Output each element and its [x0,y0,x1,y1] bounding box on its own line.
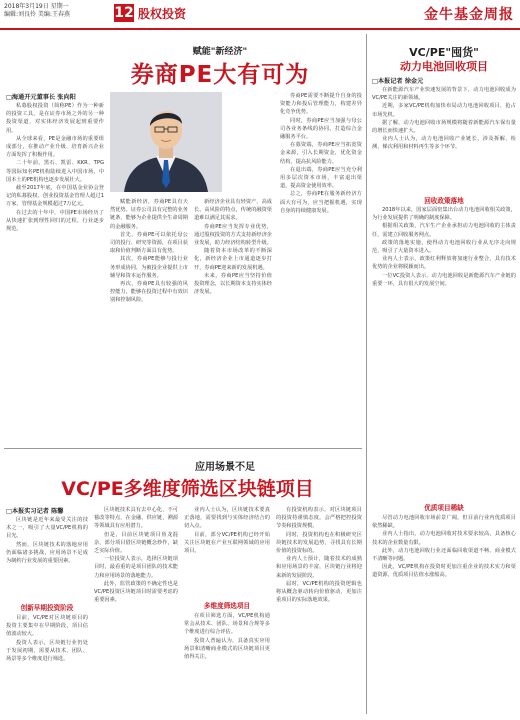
paragraph: 业内人士认为，区块链技术要真正落地，需要找到与实体经济结合的切入点。 [184,507,270,530]
article2-column-3 [184,506,270,596]
article2-subheading-2: 多维度筛选项目 [203,602,251,610]
article2-column-1b [6,614,88,714]
paragraph: 截至2017年底，在中国基金业协会登记的私募股权、创业投资基金管理人超过1万家，管理基金规模超过7万亿元。 [6,185,104,208]
paragraph: 其次，券商PE能够与投行业务形成协同，为被投企业提供上市辅导和资本运作服务。 [110,256,188,279]
paragraph: 在过去的十年中，中国PE市场经历了从快速扩张到理性回归的过程，行业逐步规范。 [6,209,104,233]
article1-byline: □海通开元董事长 张向阳 [6,94,76,101]
paragraph: 投资人普遍认为，具备真实应用场景和清晰商业模式的区块链项目更值得关注。 [184,637,270,661]
paragraph: 在退出端，券商PE应当充分利用多层次资本市场，丰富退出渠道，提高资金使用效率。 [280,166,362,190]
paragraph: 此外，监管政策的不确定性也是VC/PE投资区块链项目时需要考虑的重要因素。 [94,580,178,604]
paragraph: 同时，券商PE应当加强与母公司各业务条线的协同，打造综合金融服务平台。 [280,117,362,141]
header-editors: 编辑:刘良伶 美编:王春燕 [4,11,70,18]
header-meta [4,3,114,19]
paragraph: 二十年前，黑石、凯雷、KKR、TPG等国际知名PE机构陆续进入中国市场，中国本土的PE机构也逐步发展壮大。 [6,160,104,183]
section-divider [4,448,362,449]
paragraph: 券商PE应当发挥专业优势，通过股权投资的方式支持新经济企业发展，助力经济结构转型升级。 [194,223,272,247]
right-article-title-line1: VC/PE"囤货" [409,46,479,59]
paragraph: 区块链技术具有去中心化、不可篡改等特点，在金融、供应链、溯源等领域具有应用潜力。 [94,507,178,530]
portrait-illustration [110,92,222,192]
paragraph: 从全球来看，PE是金融市场的重要组成部分，在推动产业升级、培育新兴企业方面发挥了积极作用。 [6,135,104,159]
paragraph: 业内人士认为，动力电池回收产业链长，涉及拆解、检测、梯次利用和材料再生等多个环节。 [372,136,516,151]
publication-logo: 金牛基金周报 [424,7,514,23]
paragraph: 业内人士指出，动力电池回收对技术要求较高，具备核心技术的企业数量有限。 [372,531,516,546]
paragraph: 随着资本市场改革的不断深化，新经济企业上市通道逐步打开，券商PE迎来新的发展机遇。 [194,248,272,271]
right-article-body-mid [372,206,516,496]
paragraph: 此外，动力电池回收行业还面临回收渠道不畅、商业模式不清晰等问题。 [372,547,516,563]
paragraph: 在项目筛选方面，VC/PE机构通常会从技术、团队、场景和合规等多个维度进行综合评估。 [184,613,270,636]
article1-column-2 [110,198,188,444]
header-date: 2018年3月19日 星期一 [4,3,69,10]
article2-column-2 [94,506,178,714]
paragraph: 总之，券商PE在服务新经济方面大有可为，应当把握机遇，实现自身的持续健康发展。 [280,191,362,214]
page-header [0,0,520,30]
right-article-body-top [372,86,516,192]
paragraph: 未来，券商PE应当坚持价值投资理念，以长期资本支持实体经济发展。 [194,272,272,296]
article2-subheading-1: 创新早期投资阶段 [20,604,74,612]
right-article-title-line2: 动力电池回收项目 [400,60,488,73]
article2-byline: □本报实习记者 陈馨 [6,508,64,515]
right-article-body-bottom [372,514,516,714]
paragraph: 业内人士表示，政策红利释放将加速行业整合，具有技术优势的企业将脱颖而出。 [372,256,516,271]
right-article-subheading-1: 回收政策落地 [424,197,464,205]
paragraph: 一位VC投资人表示，动力电池回收是新能源汽车产业链的重要一环，具有很大的发展空间。 [372,272,516,287]
paragraph: 在募资端，券商PE应当拓宽资金来源，引入长期资金，优化资金结构，提高抗风险能力。 [280,142,362,165]
article1-title: 券商PE大有可为 [130,62,310,88]
article1-kicker: 赋能"新经济" [192,47,248,57]
section-title: 股权投资 [138,7,187,21]
paragraph: 赋能新经济，券商PE具有天然优势。证券公司具有完整的业务链条，能够为企业提供全生命周期的金融服务。 [110,199,188,230]
right-article-byline: □本报记者 徐金元 [372,78,424,85]
article2-title: VC/PE多维度筛选区块链项目 [61,478,314,500]
paragraph: 一位投资人表示，选择区块链项目时，最看重的是项目团队的技术能力和应用场景的落地能力。 [94,556,178,579]
article2-column-4 [276,506,362,714]
article2-kicker: 应用场景不足 [195,462,255,473]
paragraph: 首先，券商PE可以依托母公司的投行、研究等资源，在项目获取和价值判断方面具有优势。 [110,231,188,255]
paragraph: 同时，投资机构也在积极研究区块链技术的发展趋势，寻找具有长期价值的投资标的。 [276,531,362,555]
article1-column-3 [194,198,272,444]
paragraph: 政策的落地实施，使得动力电池回收行业从无序走向规范，吸引了大量资本进入。 [372,239,516,255]
article1-column-4 [280,92,362,444]
page-number: 12 [114,5,134,21]
paragraph: 有投资机构表示，对区块链项目的投资持谨慎态度，会严格把控投资节奏和投资规模。 [276,507,362,530]
author-photo [110,92,222,192]
right-article-subheading-2: 优质项目稀缺 [424,504,464,512]
paragraph: 在新能源汽车产业快速发展的背景下，动力电池回收成为VC/PE关注的新领域。 [372,87,516,102]
paragraph: 再次，券商PE具有较强的风控能力，能够在投资过程中有效识别和控制风险。 [110,281,188,304]
paragraph: 券商PE需要不断提升自身的投资能力和投后管理能力，构建差异化竞争优势。 [280,93,362,116]
paragraph: 但是，目前区块链项目鱼龙混杂，部分项目借区块链概念炒作，缺乏实际价值。 [94,531,178,555]
article1-column-1 [6,102,104,446]
paragraph: 尽管动力电池回收市场前景广阔，但目前行业内优质项目依然稀缺。 [372,515,516,530]
paragraph: 2018年以来，国家层面密集出台动力电池回收相关政策，为行业发展提供了明确的制度保障。 [372,207,516,222]
paragraph: 业内人士预计，随着技术的成熟和应用场景的丰富，区块链行业将迎来新的发展阶段。 [276,556,362,579]
paragraph: 新经济企业具有轻资产、高成长、高风险的特点，传统的融资渠道难以满足其需求。 [194,199,272,222]
article2-column-1 [6,516,88,596]
paragraph: 区块链是近年来最受关注的技术之一，吸引了大量VC/PE机构的目光。 [6,517,88,540]
paragraph: 根据相关政策，汽车生产企业承担动力电池回收的主体责任，需建立回收服务网点。 [372,223,516,238]
paragraph: 届时，VC/PE机构的投资逻辑也将从概念驱动转向价值驱动，更加注重项目的实际落地效果。 [276,580,362,604]
paragraph: 私募股权投资（简称PE）作为一种新的投资工具，是在证券市场之外的另一种投资渠道，对实体经济发展起到重要作用。 [6,103,104,134]
paragraph: 据了解，动力电池回收市场规模将随着新能源汽车保有量的增长而快速扩大。 [372,119,516,135]
paragraph: 然而，区块链技术的落地应用仍面临诸多挑战，应用场景不足成为制约行业发展的重要因素。 [6,541,88,565]
article2-column-3b [184,612,270,714]
paragraph: 目前，VC/PE对区块链项目的投资主要集中在早期阶段，项目估值波动较大。 [6,615,88,638]
paragraph: 因此，VC/PE机构在投资时更加注重企业的技术实力和渠道资源，优质项目估值水涨船高。 [372,564,516,579]
paragraph: 近期，多家VC/PE机构加快布局动力电池回收项目，抢占市场先机。 [372,103,516,118]
column-divider [366,34,367,714]
paragraph: 目前，部分VC/PE机构已经开始关注区块链在产业互联网领域的应用项目。 [184,531,270,555]
paragraph: 投资人表示，区块链行业仍处于发展初期，需要从技术、团队、场景等多个维度进行筛选。 [6,639,88,663]
